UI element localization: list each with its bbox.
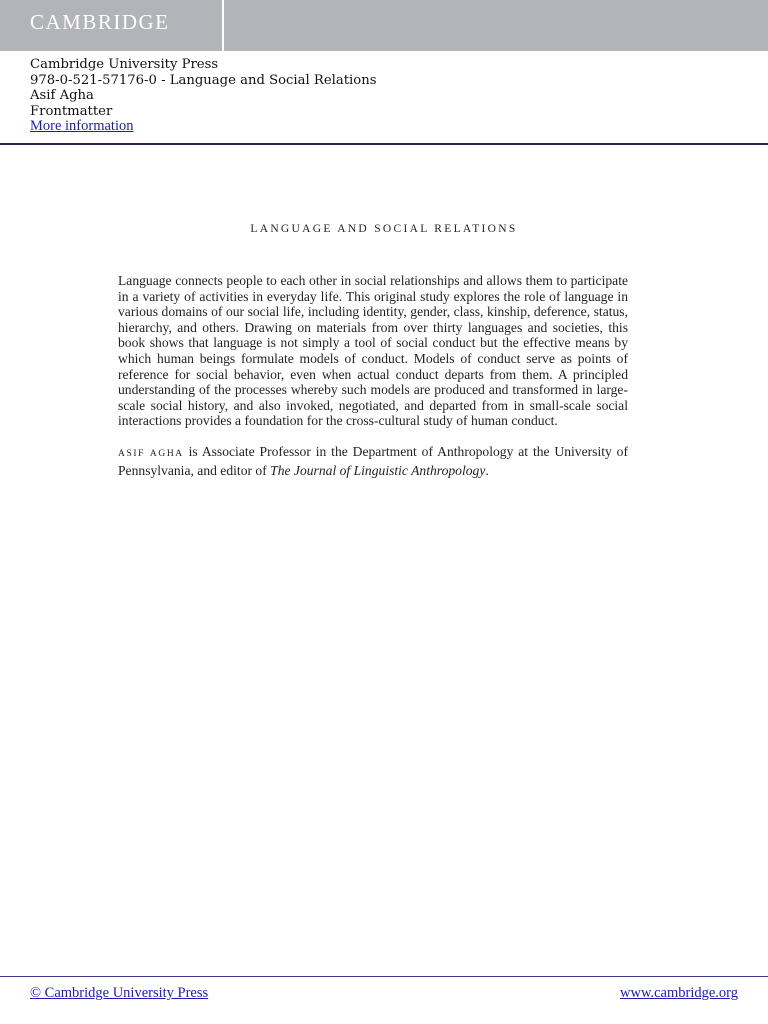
book-metadata bbox=[30, 57, 376, 135]
footer-rule bbox=[0, 976, 768, 977]
website-link[interactable]: www.cambridge.org bbox=[620, 985, 738, 1001]
section-label: Frontmatter bbox=[30, 103, 113, 119]
journal-title: The Journal of Linguistic Anthropology bbox=[270, 462, 486, 478]
author-bio-end: . bbox=[485, 462, 489, 478]
footer bbox=[30, 985, 738, 1002]
isbn-title-label: 978-0-521-57176-0 - Language and Social Relations bbox=[30, 72, 377, 88]
book-title: LANGUAGE AND SOCIAL RELATIONS bbox=[250, 223, 518, 235]
header-band bbox=[0, 0, 768, 51]
author-name: ASIF AGHA bbox=[118, 448, 184, 459]
book-description: Language connects people to each other in social relationships and allows them to participate in a variety of activities in everyday life. This original study explores the role of language in various domains of our social life, including identity, gender, class, kinship, deference, status, hierarchy, and others. Drawing on materials from over thirty languages and societies, this book shows that language is not simply a tool of social conduct but the effective means by which human beings formulate models of conduct. Models of conduct serve as points of reference for social behavior, even when actual conduct departs from them. A principled understanding of the processes whereby such models are produced and transformed in large-scale social history, and also invoked, negotiated, and departed from in small-scale social interactions provides a foundation for the cross-cultural study of human conduct. bbox=[118, 273, 628, 429]
copyright-link[interactable]: © Cambridge University Press bbox=[30, 985, 209, 1001]
header-divider bbox=[222, 0, 224, 51]
publisher-label: Cambridge University Press bbox=[30, 57, 219, 72]
author-bio bbox=[118, 444, 628, 478]
header-rule bbox=[0, 143, 768, 145]
author-label: Asif Agha bbox=[30, 88, 94, 103]
main-content bbox=[118, 273, 628, 478]
author-bio-text: is Associate Professor in the Department of Anthropology at the University of Pennsylvania, and editor of bbox=[118, 443, 628, 478]
cambridge-logo: CAMBRIDGE bbox=[30, 10, 170, 34]
more-information-link[interactable]: More information bbox=[30, 118, 134, 134]
